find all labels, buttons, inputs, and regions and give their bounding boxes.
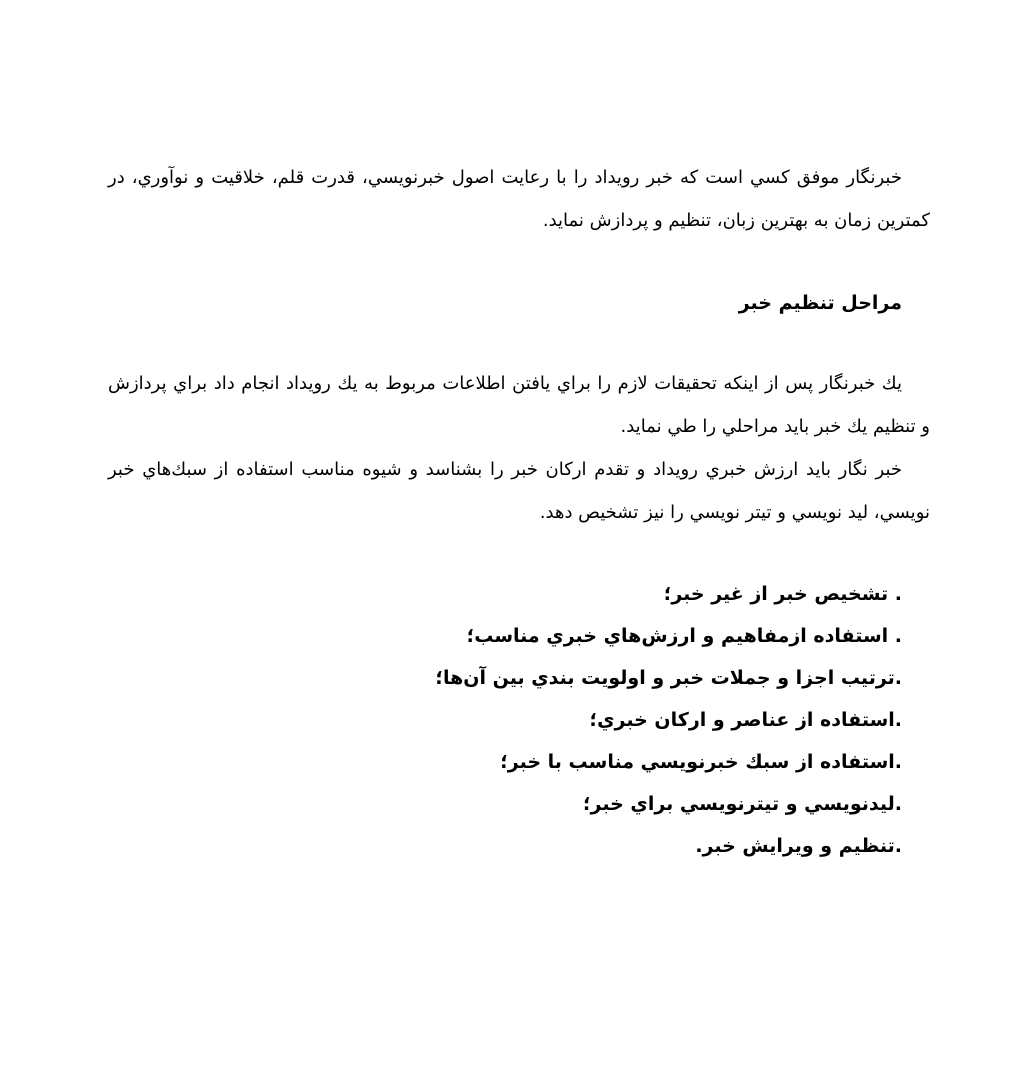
list-item: . تشخيص خبر از غير خبر؛ [663,583,902,605]
list-item: .استفاده از عناصر و اركان خبري؛ [589,709,902,731]
process-paragraph: يك خبرنگار پس از اينكه تحقيقات لازم را براي يافتن اطلاعات مربوط به يك رويداد انجام داد براي پردازش و تنظيم يك خبر بايد مراحلي را طي نمايد. [108,373,930,437]
list-item: . استفاده ازمفاهيم و ارزش‌هاي خبري مناسب؛ [466,625,902,647]
section-heading: مراحل تنظيم خبر [738,292,902,314]
intro-paragraph: خبرنگار موفق كسي است كه خبر رويداد را با رعايت اصول خبرنويسي، قدرت قلم، خلاقيت و نوآوري، در كمترين زمان به بهترين زبان، تنظيم و پردازش نمايد. [108,167,930,231]
list-item: .ليدنويسي و تيترنويسي براي خبر؛ [582,793,902,815]
skills-paragraph: خبر نگار بايد ارزش خبري رويداد و تقدم اركان خبر را بشناسد و شيوه مناسب استفاده از سبك‌هاي خبر نويسي، ليد نويسي و تيتر نويسي را نيز تشخيص دهد. [108,459,930,523]
list-item: .تنظيم و ويرايش خبر. [695,835,902,857]
list-item: .استفاده از سبك خبرنويسي مناسب با خبر؛ [500,751,902,773]
list-item: .ترتيب اجزا و جملات خبر و اولويت بندي بين آن‌ها؛ [435,667,902,689]
steps-list [302,573,902,867]
